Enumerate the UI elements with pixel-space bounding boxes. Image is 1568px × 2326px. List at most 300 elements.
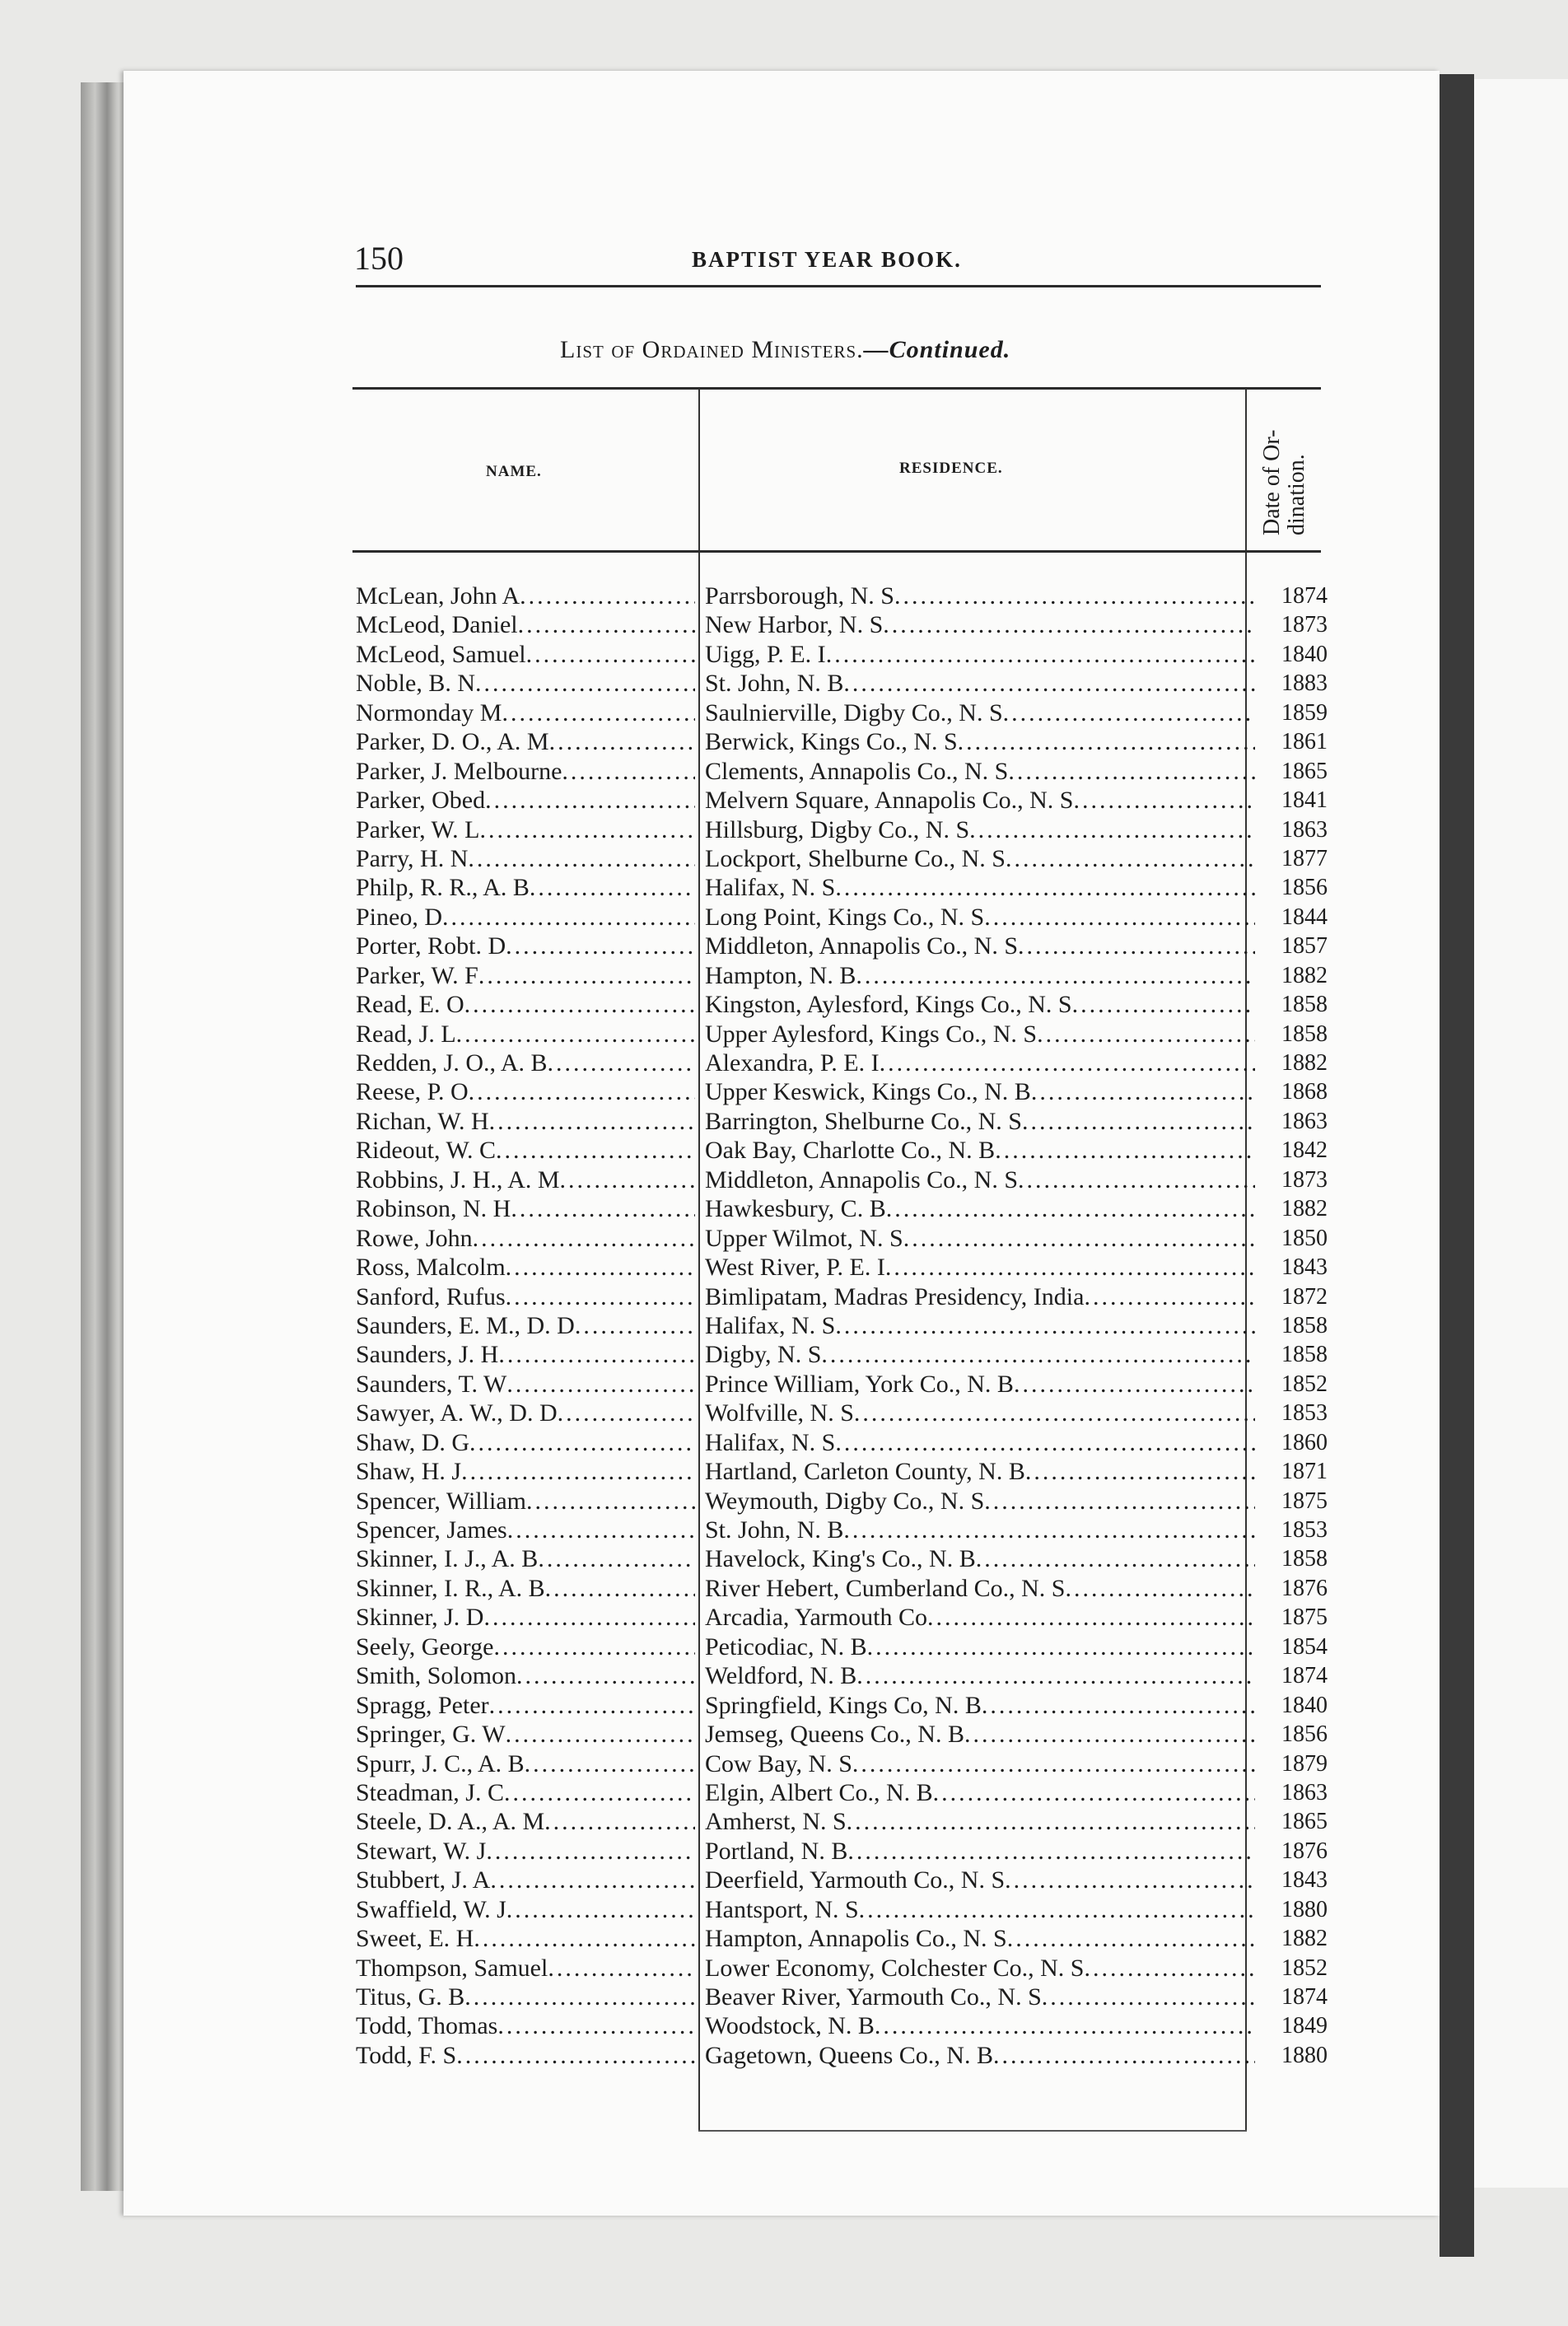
minister-name: Skinner, I. J., A. B <box>356 1545 539 1573</box>
ordination-year: 1880 <box>1281 2042 1328 2068</box>
ordination-year: 1863 <box>1281 1779 1328 1805</box>
minister-residence: Hartland, Carleton County, N. B <box>705 1458 1025 1486</box>
leader-dots <box>886 1194 1255 1223</box>
minister-name-cell <box>356 1049 695 1077</box>
residence-cell <box>705 1516 1255 1544</box>
minister-name: Saunders, T. W <box>356 1370 507 1398</box>
minister-name: Redden, J. O., A. B <box>356 1049 548 1077</box>
residence-cell <box>705 1224 1255 1253</box>
minister-residence: Upper Keswick, Kings Co., N. B <box>705 1078 1031 1106</box>
minister-name: Smith, Solomon <box>356 1662 517 1690</box>
residence-cell <box>705 1661 1255 1690</box>
leader-dots <box>456 1020 695 1049</box>
residence-cell <box>705 1544 1255 1573</box>
ordination-year: 1874 <box>1281 1984 1328 2010</box>
leader-dots <box>856 1661 1255 1690</box>
residence-cell <box>705 786 1255 815</box>
leader-dots <box>558 1399 695 1427</box>
table-row <box>356 1544 1328 1573</box>
minister-residence: New Harbor, N. S <box>705 611 884 639</box>
minister-name-cell <box>356 1954 695 1983</box>
minister-name: Titus, G. B <box>356 1983 465 2011</box>
ordination-year: 1882 <box>1281 962 1328 988</box>
leader-dots <box>468 844 695 873</box>
ordination-year: 1872 <box>1281 1283 1328 1310</box>
table-row <box>356 1720 1328 1749</box>
ordination-year: 1860 <box>1281 1429 1328 1455</box>
leader-dots <box>854 1399 1255 1427</box>
leader-dots <box>835 1428 1255 1457</box>
column-header-residence: RESIDENCE. <box>899 460 1003 477</box>
leader-dots <box>530 873 695 902</box>
minister-name-cell <box>356 2011 695 2040</box>
ordination-year: 1843 <box>1281 1867 1328 1894</box>
minister-residence: West River, P. E. I <box>705 1254 885 1282</box>
table-row <box>356 1165 1328 1194</box>
minister-residence: Arcadia, Yarmouth Co <box>705 1604 927 1632</box>
minister-name: Parker, W. L <box>356 815 480 843</box>
leader-dots <box>498 1340 695 1369</box>
residence-cell <box>705 2011 1255 2040</box>
minister-name: Parker, D. O., A. M <box>356 728 549 756</box>
leader-dots <box>526 1487 695 1516</box>
ordination-year: 1840 <box>1281 641 1328 667</box>
leader-dots <box>479 815 695 844</box>
ordination-year: 1876 <box>1281 1838 1328 1864</box>
leader-dots <box>538 1544 695 1573</box>
residence-cell <box>705 1720 1255 1749</box>
residence-cell <box>705 727 1255 756</box>
ordination-year: 1882 <box>1281 1050 1328 1076</box>
minister-residence: Halifax, N. S <box>705 1311 836 1339</box>
ordination-year: 1873 <box>1281 612 1328 638</box>
table-row <box>356 1691 1328 1720</box>
leader-dots <box>456 2041 695 2070</box>
minister-residence: Parrsborough, N. S <box>705 582 894 610</box>
ordination-year: 1883 <box>1281 670 1328 697</box>
residence-cell <box>705 1340 1255 1369</box>
minister-name: Spencer, James <box>356 1516 507 1544</box>
minister-residence: Oak Bay, Charlotte Co., N. B <box>705 1137 996 1165</box>
minister-residence: Bimlipatam, Madras Presidency, India <box>705 1282 1085 1310</box>
minister-name: Shaw, D. G <box>356 1428 470 1456</box>
minister-name: Saunders, J. H <box>356 1341 499 1369</box>
minister-name: Parker, W. F <box>356 961 478 989</box>
minister-name: Parker, J. Melbourne <box>356 757 562 785</box>
minister-residence: Springfield, Kings Co, N. B <box>705 1691 982 1719</box>
leader-dots <box>1003 698 1255 727</box>
leader-dots <box>1025 1457 1255 1486</box>
minister-residence: Berwick, Kings Co., N. S <box>705 728 958 756</box>
residence-cell <box>705 1107 1255 1136</box>
table-row <box>356 2011 1328 2040</box>
table-row <box>356 1399 1328 1427</box>
minister-residence: Deerfield, Yarmouth Co., N. S <box>705 1866 1006 1894</box>
minister-residence: Amherst, N. S <box>705 1808 847 1836</box>
leader-dots <box>993 2041 1255 2070</box>
minister-name-cell <box>356 873 695 902</box>
residence-cell <box>705 1020 1255 1049</box>
minister-name-cell <box>356 961 695 990</box>
table-row <box>356 932 1328 960</box>
ordination-year: 1853 <box>1281 1400 1328 1427</box>
residence-cell <box>705 932 1255 960</box>
minister-name-cell <box>356 2041 695 2070</box>
residence-cell <box>705 1282 1255 1311</box>
residence-cell <box>705 1428 1255 1457</box>
minister-name: Swaffield, W. J <box>356 1895 506 1923</box>
ordination-year: 1868 <box>1281 1079 1328 1105</box>
leader-dots <box>894 582 1255 610</box>
ordination-year: 1849 <box>1281 2013 1328 2039</box>
minister-name: Ross, Malcolm <box>356 1254 506 1282</box>
minister-name: Skinner, I. R., A. B <box>356 1574 545 1602</box>
leader-dots <box>880 1049 1255 1077</box>
minister-name-cell <box>356 727 695 756</box>
minister-name-cell <box>356 1340 695 1369</box>
residence-cell <box>705 1311 1255 1340</box>
minister-name-cell <box>356 1194 695 1223</box>
table-row <box>356 844 1328 873</box>
table-row <box>356 757 1328 786</box>
ordination-year: 1857 <box>1281 933 1328 960</box>
minister-name: Springer, G. W <box>356 1721 506 1749</box>
leader-dots <box>1005 1866 1255 1894</box>
leader-dots <box>496 1136 695 1165</box>
minister-name-cell <box>356 1107 695 1136</box>
ordination-year: 1850 <box>1281 1225 1328 1251</box>
minister-residence: Middleton, Annapolis Co., N. S <box>705 932 1019 960</box>
leader-dots <box>859 1895 1255 1924</box>
minister-residence: Hawkesbury, C. B <box>705 1195 886 1223</box>
minister-residence: Jemseg, Queens Co., N. B <box>705 1721 964 1749</box>
leader-dots <box>875 2011 1255 2040</box>
table-row <box>356 1837 1328 1866</box>
ordination-year: 1858 <box>1281 992 1328 1018</box>
column-header-date <box>1260 430 1309 536</box>
table-row <box>356 1020 1328 1049</box>
minister-residence: Kingston, Aylesford, Kings Co., N. S <box>705 991 1072 1019</box>
minister-name-cell <box>356 1253 695 1282</box>
table-row <box>356 1457 1328 1486</box>
leader-dots <box>995 1136 1255 1165</box>
residence-cell <box>705 961 1255 990</box>
leader-dots <box>867 1632 1255 1661</box>
minister-name: Reese, P. O <box>356 1078 469 1106</box>
table-row <box>356 1895 1328 1924</box>
ordination-year: 1843 <box>1281 1254 1328 1281</box>
residence-cell <box>705 1954 1255 1983</box>
table-row <box>356 1107 1328 1136</box>
minister-name-cell <box>356 815 695 844</box>
ordination-year: 1863 <box>1281 1108 1328 1134</box>
residence-cell <box>705 1049 1255 1077</box>
minister-name: Steele, D. A., A. M <box>356 1808 545 1836</box>
minister-name-cell <box>356 1603 695 1632</box>
ordination-year: 1852 <box>1281 1371 1328 1397</box>
ordination-year: 1882 <box>1281 1196 1328 1222</box>
minister-residence: Gagetown, Queens Co., N. B <box>705 2041 993 2069</box>
minister-residence: Lower Economy, Colchester Co., N. S <box>705 1954 1085 1982</box>
table-row <box>356 1924 1328 1953</box>
minister-name-cell <box>356 1837 695 1866</box>
minister-name: Philp, R. R., A. B <box>356 874 530 902</box>
leader-dots <box>516 1661 695 1690</box>
minister-residence: Lockport, Shelburne Co., N. S <box>705 844 1006 872</box>
leader-dots <box>483 1603 695 1632</box>
leader-dots <box>933 1778 1255 1807</box>
table-row <box>356 961 1328 990</box>
ordination-year: 1865 <box>1281 758 1328 784</box>
leader-dots <box>847 1807 1255 1836</box>
leader-dots <box>461 1457 695 1486</box>
minister-name-cell <box>356 1165 695 1194</box>
ordination-year: 1854 <box>1281 1633 1328 1660</box>
minister-name: Read, E. O <box>356 991 464 1019</box>
minister-residence: Alexandra, P. E. I <box>705 1049 880 1077</box>
leader-dots <box>485 786 695 815</box>
minister-name: Steadman, J. C <box>356 1778 504 1806</box>
minister-name: Richan, W. H <box>356 1107 489 1135</box>
minister-residence: St. John, N. B <box>705 670 844 698</box>
residence-cell <box>705 1574 1255 1603</box>
residence-cell <box>705 698 1255 727</box>
leader-dots <box>475 669 695 698</box>
table-row <box>356 1136 1328 1165</box>
minister-name-cell <box>356 669 695 698</box>
table-row <box>356 1049 1328 1077</box>
leader-dots <box>843 669 1255 698</box>
table-row <box>356 1077 1328 1106</box>
leader-dots <box>984 903 1255 932</box>
table-row <box>356 1954 1328 1983</box>
leader-dots <box>847 1837 1255 1866</box>
minister-name-cell <box>356 1661 695 1690</box>
running-head: BAPTIST YEAR BOOK. <box>692 247 962 272</box>
table-row <box>356 1983 1328 2011</box>
minister-name: Robbins, J. H., A. M <box>356 1165 560 1193</box>
ordination-year: 1880 <box>1281 1896 1328 1922</box>
minister-name-cell <box>356 1544 695 1573</box>
residence-cell <box>705 1895 1255 1924</box>
leader-dots <box>544 1807 695 1836</box>
residence-cell <box>705 1399 1255 1427</box>
minister-residence: Melvern Square, Annapolis Co., N. S <box>705 787 1074 815</box>
minister-name-cell <box>356 1428 695 1457</box>
leader-dots <box>506 1895 695 1924</box>
minister-name-cell <box>356 903 695 932</box>
minister-name-cell <box>356 1807 695 1836</box>
leader-dots <box>518 610 695 639</box>
residence-cell <box>705 1370 1255 1399</box>
ordination-year: 1859 <box>1281 699 1328 726</box>
minister-name-cell <box>356 1895 695 1924</box>
ordination-year: 1858 <box>1281 1021 1328 1047</box>
leader-dots <box>504 1778 695 1807</box>
table-row <box>356 786 1328 815</box>
minister-name: McLeod, Samuel <box>356 640 526 668</box>
ordination-year: 1875 <box>1281 1604 1328 1631</box>
minister-name: Noble, B. N <box>356 670 475 698</box>
minister-name: McLean, John A <box>356 582 520 610</box>
minister-residence: Prince William, York Co., N. B <box>705 1370 1014 1398</box>
ordination-year: 1876 <box>1281 1575 1328 1601</box>
table-row <box>356 990 1328 1019</box>
list-title-text: List of Ordained Ministers. <box>560 336 864 363</box>
ordination-year: 1842 <box>1281 1137 1328 1164</box>
leader-dots <box>903 1224 1255 1253</box>
leader-dots <box>469 1077 695 1106</box>
minister-name-cell <box>356 1487 695 1516</box>
minister-residence: Hampton, Annapolis Co., N. S <box>705 1925 1007 1953</box>
table-row <box>356 873 1328 902</box>
leader-dots <box>969 815 1255 844</box>
residence-cell <box>705 1807 1255 1836</box>
minister-name-cell <box>356 932 695 960</box>
ordination-year: 1865 <box>1281 1809 1328 1835</box>
leader-dots <box>506 1253 695 1282</box>
minister-name: Read, J. L <box>356 1020 456 1048</box>
minister-residence: Upper Aylesford, Kings Co., N. S <box>705 1020 1038 1048</box>
leader-dots <box>984 1487 1255 1516</box>
residence-cell <box>705 1691 1255 1720</box>
ordination-year: 1874 <box>1281 1663 1328 1689</box>
minister-name: Thompson, Samuel <box>356 1954 548 1982</box>
residence-cell <box>705 1136 1255 1165</box>
ordination-year: 1858 <box>1281 1312 1328 1338</box>
leader-dots <box>473 1224 695 1253</box>
leader-dots <box>826 640 1255 669</box>
residence-cell <box>705 1866 1255 1894</box>
minister-name-cell <box>356 1399 695 1427</box>
minister-name: Stewart, W. J <box>356 1837 487 1865</box>
minister-name: Seely, George <box>356 1632 494 1660</box>
minister-name-cell <box>356 1282 695 1311</box>
residence-cell <box>705 1077 1255 1106</box>
leader-dots <box>478 961 695 990</box>
leader-dots <box>560 1165 695 1194</box>
ordination-year: 1856 <box>1281 875 1328 901</box>
minister-name-cell <box>356 844 695 873</box>
residence-cell <box>705 1837 1255 1866</box>
leader-dots <box>526 640 695 669</box>
residence-cell <box>705 610 1255 639</box>
leader-dots <box>442 903 695 932</box>
leader-dots <box>490 1866 695 1894</box>
residence-cell <box>705 1457 1255 1486</box>
minister-residence: Digby, N. S <box>705 1341 822 1369</box>
leader-dots <box>1008 757 1255 786</box>
residence-cell <box>705 2041 1255 2070</box>
ordination-year: 1873 <box>1281 1166 1328 1193</box>
residence-cell <box>705 1983 1255 2011</box>
minister-residence: Elgin, Albert Co., N. B <box>705 1778 933 1806</box>
minister-residence: Hantsport, N. S <box>705 1895 859 1923</box>
minister-name-cell <box>356 1749 695 1778</box>
leader-dots <box>525 1749 695 1778</box>
table-row <box>356 698 1328 727</box>
minister-name-cell <box>356 757 695 786</box>
minister-residence: Peticodiac, N. B <box>705 1632 867 1660</box>
minister-name: Spragg, Peter <box>356 1691 489 1719</box>
residence-cell <box>705 1253 1255 1282</box>
minister-name-cell <box>356 1574 695 1603</box>
table-row <box>356 2041 1328 2070</box>
ordination-year: 1858 <box>1281 1546 1328 1572</box>
leader-dots <box>520 582 695 610</box>
minister-residence: Portland, N. B <box>705 1837 848 1865</box>
leader-dots <box>575 1311 695 1340</box>
residence-cell <box>705 1778 1255 1807</box>
column-header-date-line1: Date of Or- <box>1259 429 1285 535</box>
leader-dots <box>489 1691 695 1720</box>
residence-cell <box>705 1165 1255 1194</box>
table-row <box>356 1194 1328 1223</box>
minister-name: Porter, Robt. D <box>356 932 506 960</box>
page-edge <box>81 82 128 2191</box>
leader-dots <box>856 961 1255 990</box>
table-row <box>356 1282 1328 1311</box>
leader-dots <box>1014 1370 1255 1399</box>
table-row <box>356 1516 1328 1544</box>
leader-dots <box>1037 1020 1255 1049</box>
minister-name: Skinner, J. D <box>356 1604 484 1632</box>
leader-dots <box>507 1516 695 1544</box>
table-row <box>356 1340 1328 1369</box>
table-top-rule <box>352 387 1321 390</box>
leader-dots <box>835 1311 1255 1340</box>
residence-cell <box>705 815 1255 844</box>
table-row <box>356 610 1328 639</box>
table-row <box>356 1428 1328 1457</box>
minister-residence: Woodstock, N. B <box>705 2012 875 2040</box>
ordination-year: 1852 <box>1281 1955 1328 1981</box>
residence-cell <box>705 1194 1255 1223</box>
table-row <box>356 1632 1328 1661</box>
minister-name: Stubbert, J. A <box>356 1866 491 1894</box>
minister-name: Robinson, N. H <box>356 1195 511 1223</box>
ministers-table <box>356 582 1328 2070</box>
residence-cell <box>705 582 1255 610</box>
column-header-date-line2: dination. <box>1284 454 1309 535</box>
table-row <box>356 1749 1328 1778</box>
table-row <box>356 727 1328 756</box>
leader-dots <box>843 1516 1255 1544</box>
leader-dots <box>493 1632 695 1661</box>
ordination-year: 1875 <box>1281 1488 1328 1514</box>
minister-name-cell <box>356 786 695 815</box>
ordination-year: 1856 <box>1281 1721 1328 1748</box>
minister-name-cell <box>356 1457 695 1486</box>
minister-residence: Halifax, N. S <box>705 1428 836 1456</box>
leader-dots <box>486 1837 695 1866</box>
residence-cell <box>705 1487 1255 1516</box>
minister-name-cell <box>356 990 695 1019</box>
table-row <box>356 1574 1328 1603</box>
leader-dots <box>464 990 695 1019</box>
minister-name: Todd, F. S <box>356 2041 457 2069</box>
minister-name-cell <box>356 640 695 669</box>
minister-residence: Weldford, N. B <box>705 1662 857 1690</box>
table-row <box>356 1778 1328 1807</box>
leader-dots <box>1022 1107 1255 1136</box>
leader-dots <box>1018 1165 1255 1194</box>
leader-dots <box>1084 1282 1255 1311</box>
residence-cell <box>705 903 1255 932</box>
leader-dots <box>1072 990 1255 1019</box>
minister-name-cell <box>356 1632 695 1661</box>
table-row <box>356 669 1328 698</box>
